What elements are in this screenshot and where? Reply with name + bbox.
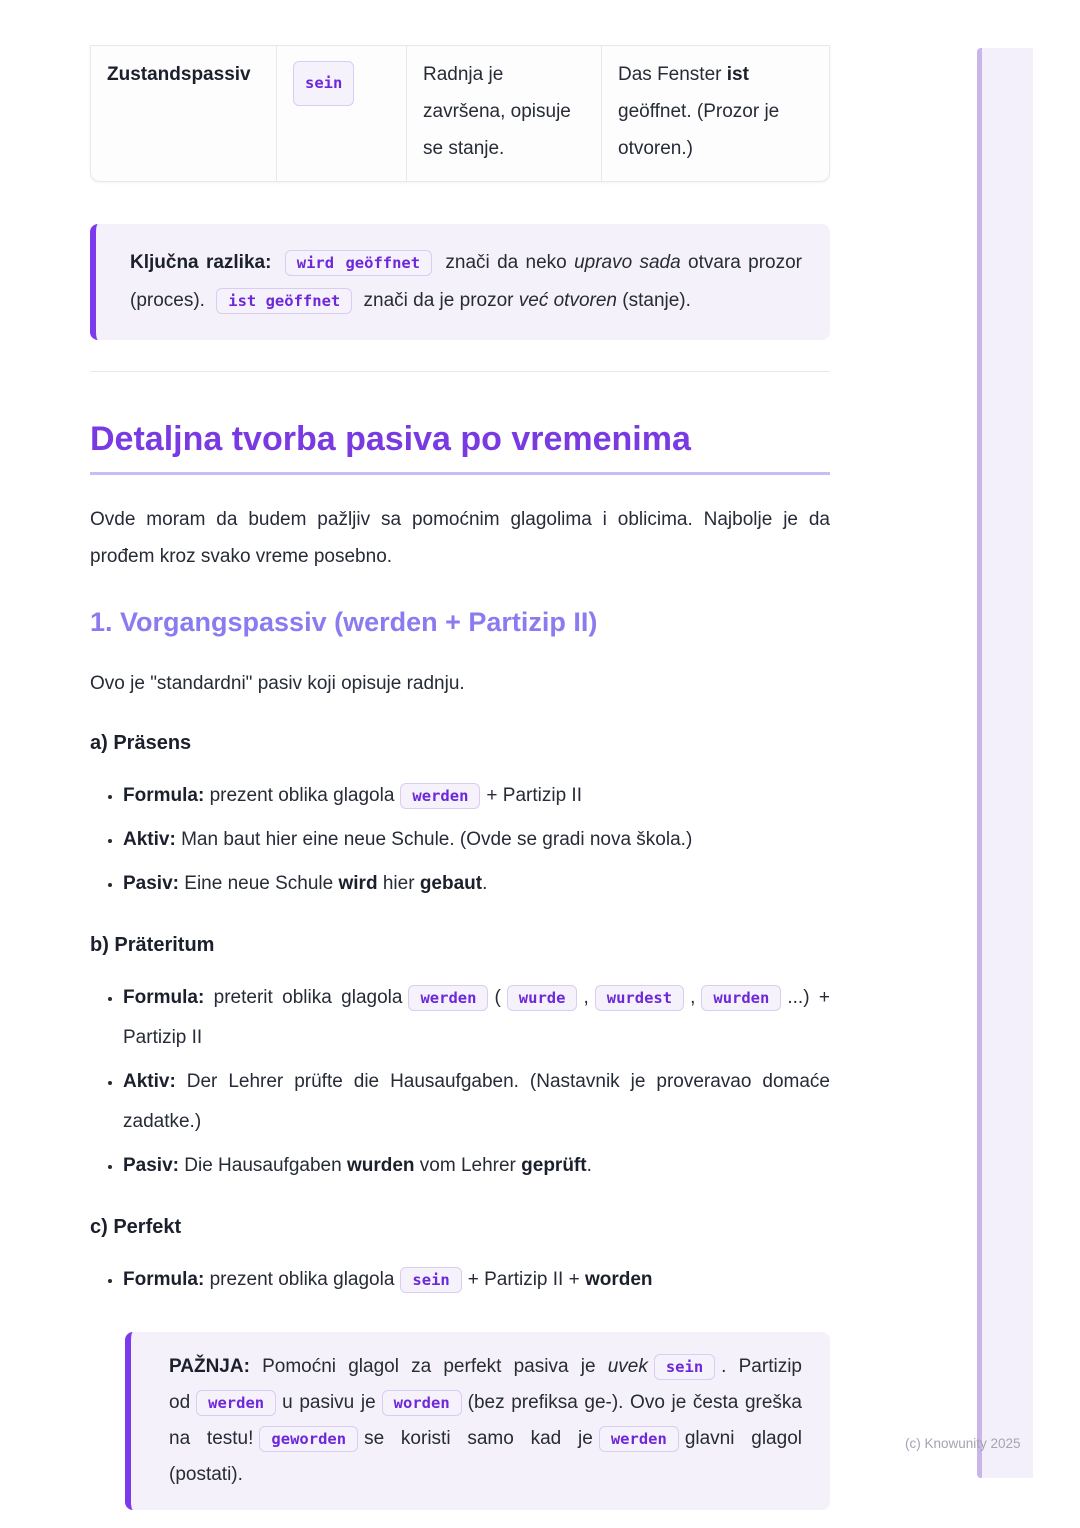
list-item: • Formula: prezent oblika glagola werden + Partizip II <box>123 776 830 816</box>
table-cell-verb <box>276 46 406 181</box>
list-item: • Formula: preterit oblika glagola werden ( wurde , wurdest , wurden ...) + Partizip II <box>123 978 830 1058</box>
page-title: Detaljna tvorba pasiva po vremenima <box>90 418 830 475</box>
list-item: • Pasiv: Die Hausaufgaben wurden vom Lehrer geprüft. <box>123 1146 830 1186</box>
praeteritum-list <box>90 978 830 1186</box>
page-edge-strip <box>977 48 1033 1478</box>
section-divider <box>90 371 830 372</box>
code-chip-sein: sein <box>293 61 354 106</box>
copyright-footer: (c) Knowunity 2025 <box>905 1436 1021 1451</box>
key-difference-callout: Ključna razlika: wird geöffnet znači da neko upravo sada otvara prozor (proces). ist geöffnet znači da je prozor već otvoren (stanje). <box>90 224 830 340</box>
block-heading-praesens: a) Präsens <box>90 732 192 754</box>
table-cell-example: Das Fenster ist geöffnet. (Prozor je otvoren.) <box>601 46 829 181</box>
table-cell-term: Zustandspassiv <box>107 64 251 85</box>
list-item: • Formula: prezent oblika glagola sein + Partizip II + worden <box>123 1260 830 1300</box>
block-heading-perfekt: c) Perfekt <box>90 1216 182 1238</box>
list-item: • Aktiv: Der Lehrer prüfte die Hausaufgaben. (Nastavnik je proveravao domaće zadatke.) <box>123 1062 830 1142</box>
praesens-list <box>90 776 830 904</box>
table-cell-description: Radnja je završena, opisuje se stanje. <box>406 46 601 181</box>
list-item: • Aktiv: Man baut hier eine neue Schule. (Ovde se gradi nova škola.) <box>123 820 830 860</box>
subsection-intro: Ovo je "standardni" pasiv koji opisuje radnju. <box>90 673 465 694</box>
perfekt-list <box>90 1260 830 1300</box>
subsection-title: 1. Vorgangspassiv (werden + Partizip II) <box>90 607 598 637</box>
attention-callout: PAŽNJA: Pomoćni glagol za perfekt pasiva je uvek sein . Partizip od werden u pasivu je worden (bez prefiksa ge-). Ovo je česta greška na testu! geworden se koristi samo kad je werden glavni glagol (postati). <box>125 1332 830 1510</box>
passive-types-table <box>90 45 830 182</box>
list-item: • Pasiv: Eine neue Schule wird hier gebaut. <box>123 864 830 904</box>
document-page <box>90 0 830 1510</box>
section-intro: Ovde moram da budem pažljiv sa pomoćnim glagolima i oblicima. Najbolje je da prođem kroz svako vreme posebno. <box>90 509 830 567</box>
block-heading-praeteritum: b) Präteritum <box>90 934 215 956</box>
